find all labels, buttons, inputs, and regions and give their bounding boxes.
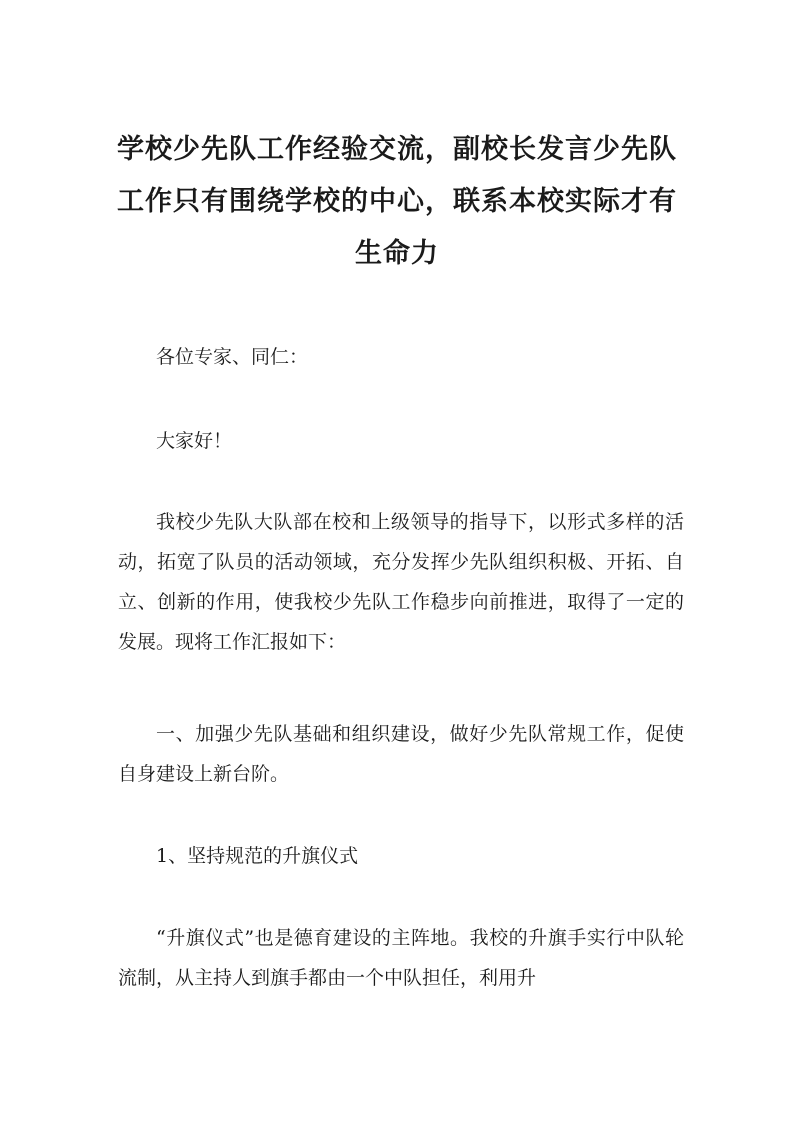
intro-paragraph: 我校少先队大队部在校和上级领导的指导下，以形式多样的活动，拓宽了队员的活动领域，充分发挥少先队组织积极、开拓、自立、创新的作用，使我校少先队工作稳步向前推进，取得了一定的发展。现将工作汇报如下： bbox=[118, 511, 684, 653]
flag-ceremony-paragraph: “升旗仪式”也是德育建设的主阵地。我校的升旗手实行中队轮流制，从主持人到旗手都由一个中队担任，利用升 bbox=[118, 927, 684, 989]
hello-paragraph: 大家好！ bbox=[156, 430, 233, 452]
document-title: 学校少先队工作经验交流，副校长发言少先队工作只有围绕学校的中心，联系本校实际才有生命力 bbox=[117, 134, 677, 269]
greeting-paragraph: 各位专家、同仁： bbox=[156, 346, 309, 368]
section-one-heading: 一、加强少先队基础和组织建设，做好少先队常规工作，促使自身建设上新台阶。 bbox=[118, 723, 684, 785]
item-one-heading: 1、坚持规范的升旗仪式 bbox=[156, 845, 359, 867]
